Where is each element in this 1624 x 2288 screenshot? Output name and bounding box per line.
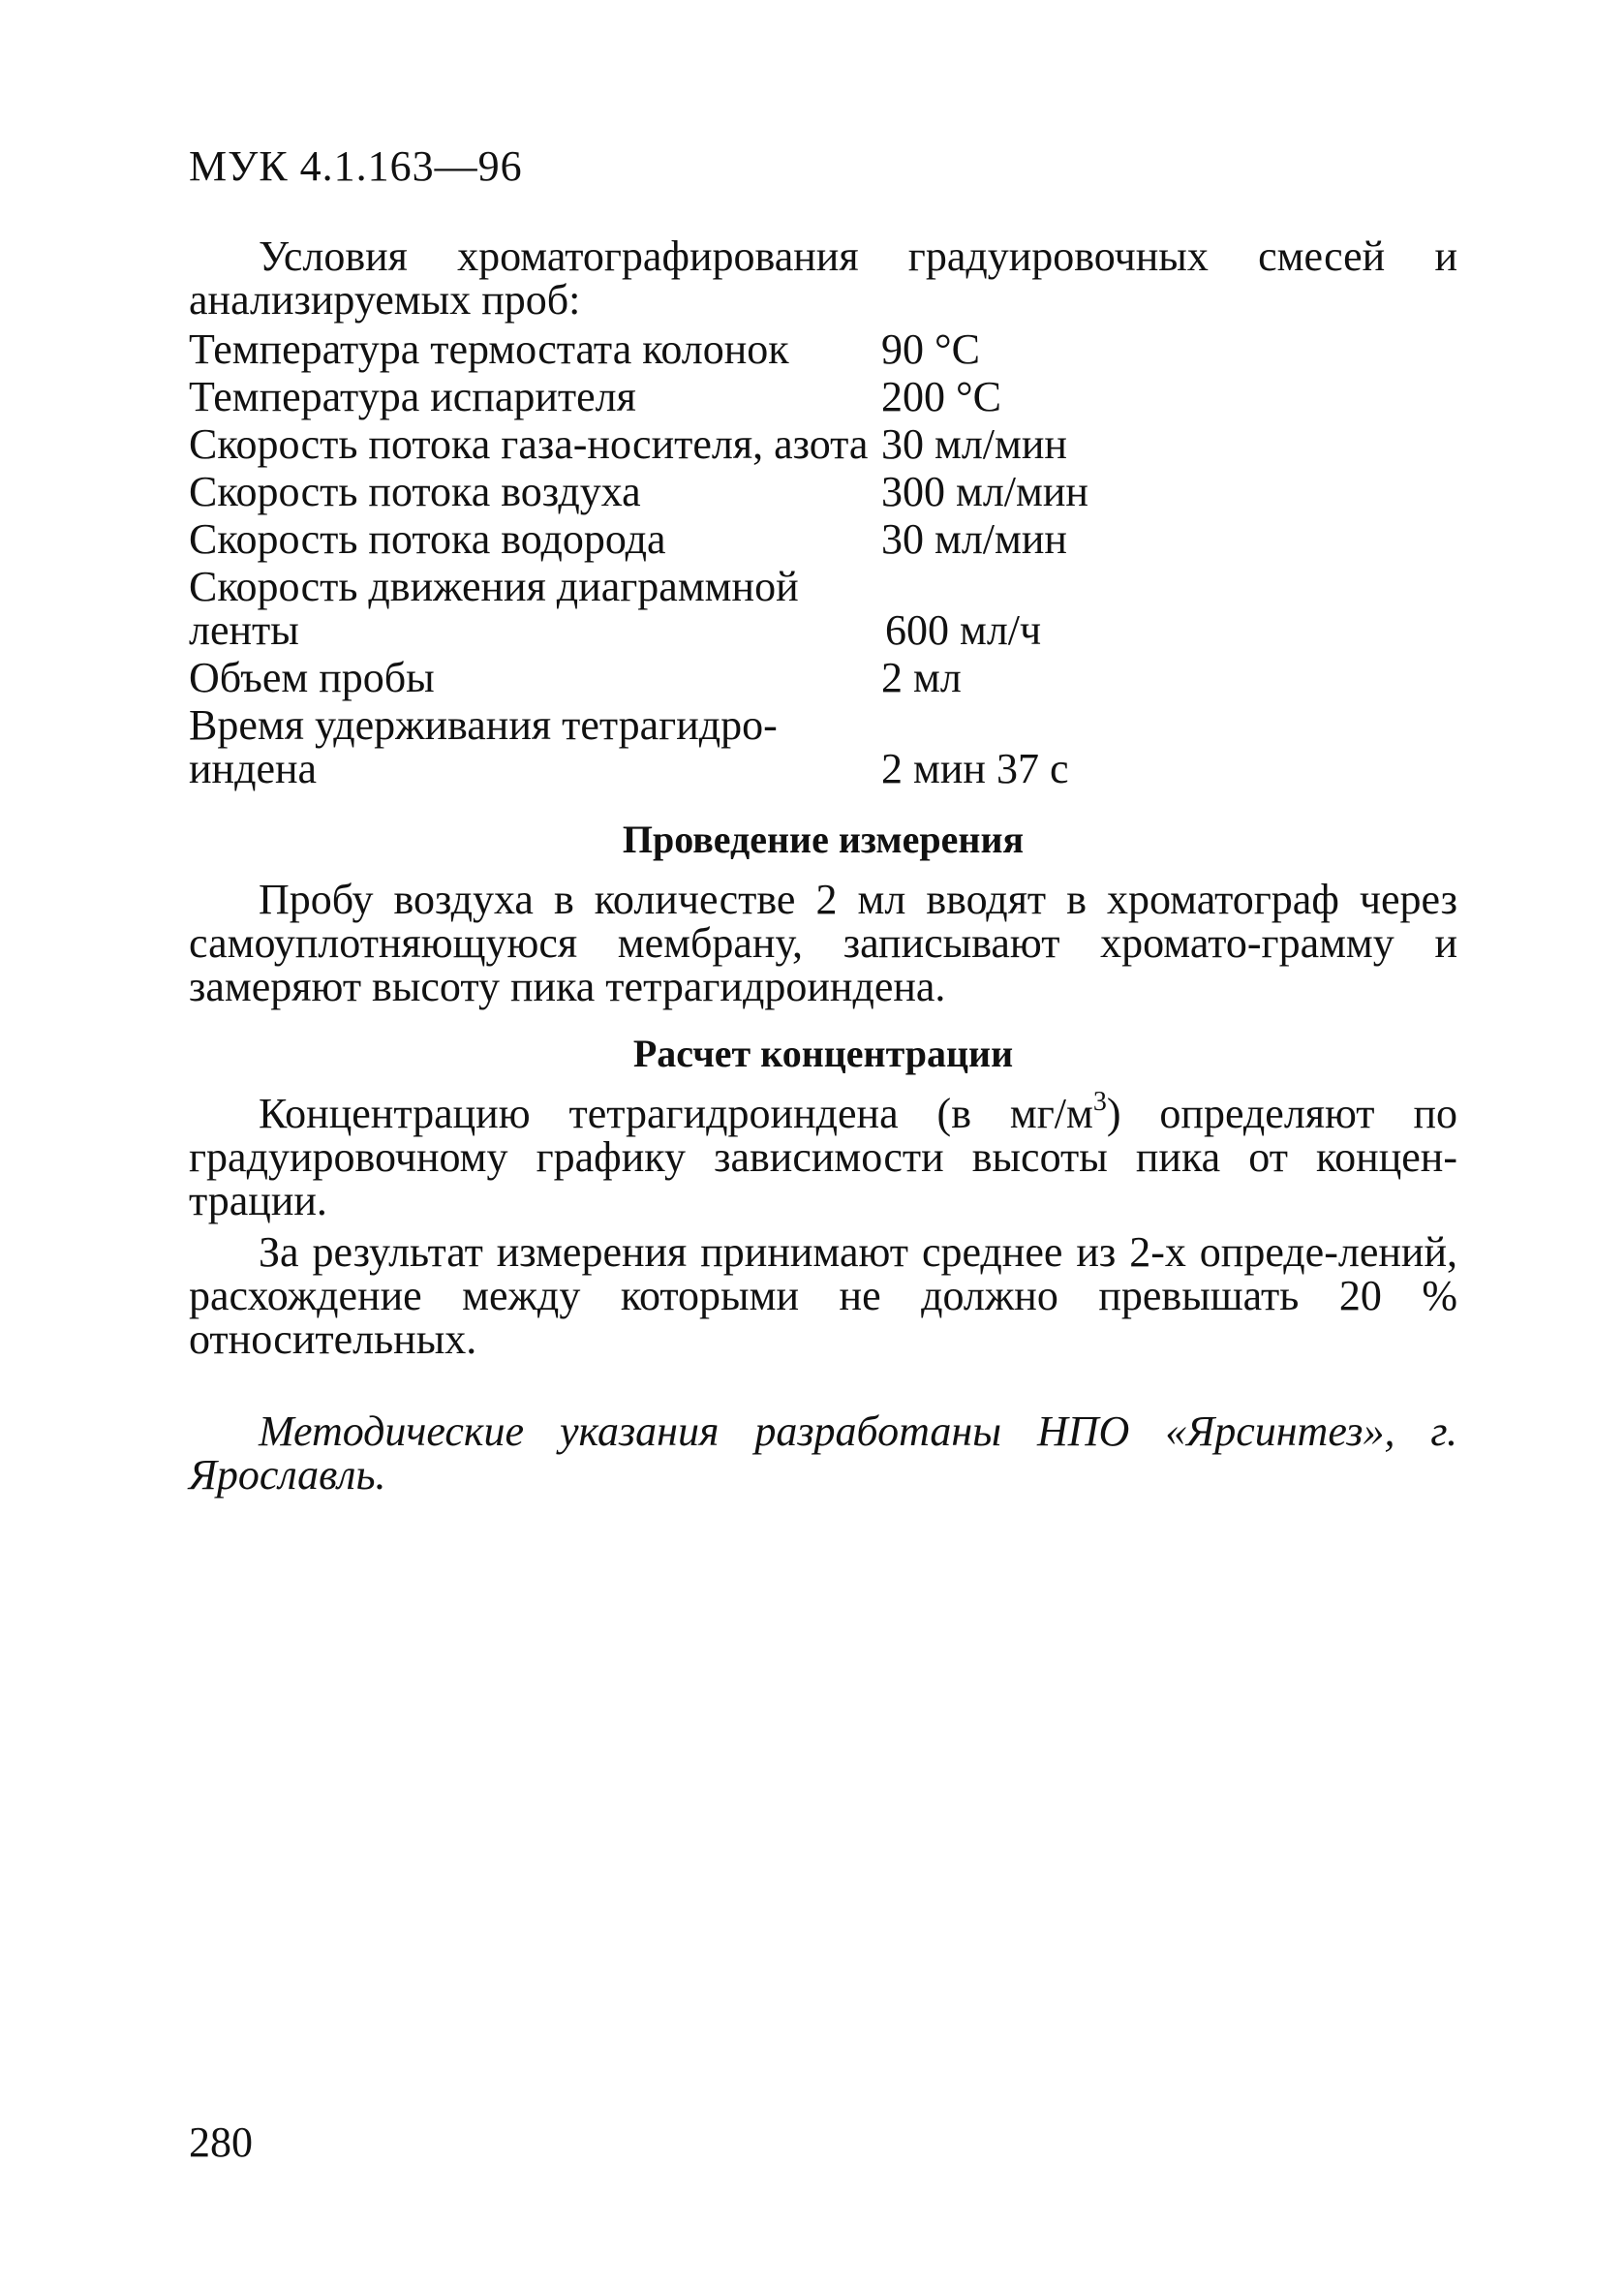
document-code: МУК 4.1.163—96 (189, 142, 523, 190)
param-value: 30 мл/мин (881, 515, 1067, 563)
param-value: 2 мин 37 с (881, 745, 1069, 792)
measurement-text: Пробу воздуха в количестве 2 мл вводят в хроматограф через самоуплотняющуюся мембрану, записывают хромато-грамму и замеряют высоту пика тетрагидроиндена. (189, 876, 1457, 1010)
param-label: Скорость потока газа-носителя, азота (189, 420, 869, 468)
measurement-heading: Проведение измерения (622, 818, 1025, 861)
param-value: 2 мл (881, 654, 962, 701)
page-number: 280 (189, 2118, 253, 2166)
table-row (189, 375, 1457, 422)
calculation-text-end: ) определяют по градуировочному графику зависимости высоты пика от концен-трации. (189, 1090, 1458, 1224)
param-label: Скорость потока водорода (189, 515, 666, 563)
table-row (189, 517, 1457, 565)
param-value: 200 °С (881, 373, 1001, 420)
table-row (189, 470, 1457, 517)
param-label: Объем пробы (189, 654, 435, 701)
table-row (189, 703, 1457, 794)
param-value: 30 мл/мин (881, 420, 1067, 468)
table-row (189, 327, 1457, 375)
table-row (189, 565, 1457, 656)
calculation-heading: Расчет концентрации (632, 1032, 1014, 1075)
table-row (189, 422, 1457, 470)
param-label: Скорость движения диаграммной ленты (189, 563, 799, 654)
conditions-table (189, 327, 1457, 794)
param-label: Температура термостата колонок (189, 325, 789, 373)
param-label: Скорость потока воздуха (189, 468, 641, 515)
param-label: Температура испарителя (189, 373, 636, 420)
param-label: Время удерживания тетрагидро-индена (189, 701, 778, 792)
unit-exponent: 3 (1092, 1087, 1107, 1117)
param-value: 90 °С (881, 325, 980, 373)
document-page (189, 142, 1458, 1499)
result-text: За результат измерения принимают среднее из 2-х опреде-лений, расхождение между которыми не должно превышать 20 % относительных. (189, 1228, 1457, 1363)
table-row (189, 656, 1457, 703)
credit-note: Методические указания разработаны НПО «Ярсинтез», г. Ярославль. (189, 1407, 1457, 1499)
param-value: 300 мл/мин (881, 468, 1088, 515)
conditions-intro: Условия хроматографирования градуировочных смесей и анализируемых проб: (189, 232, 1457, 324)
calculation-text-start: Концентрацию тетрагидроиндена (в мг/м (259, 1090, 1093, 1137)
param-value: 600 мл/ч (885, 606, 1042, 654)
calculation-text (189, 1087, 1458, 1224)
